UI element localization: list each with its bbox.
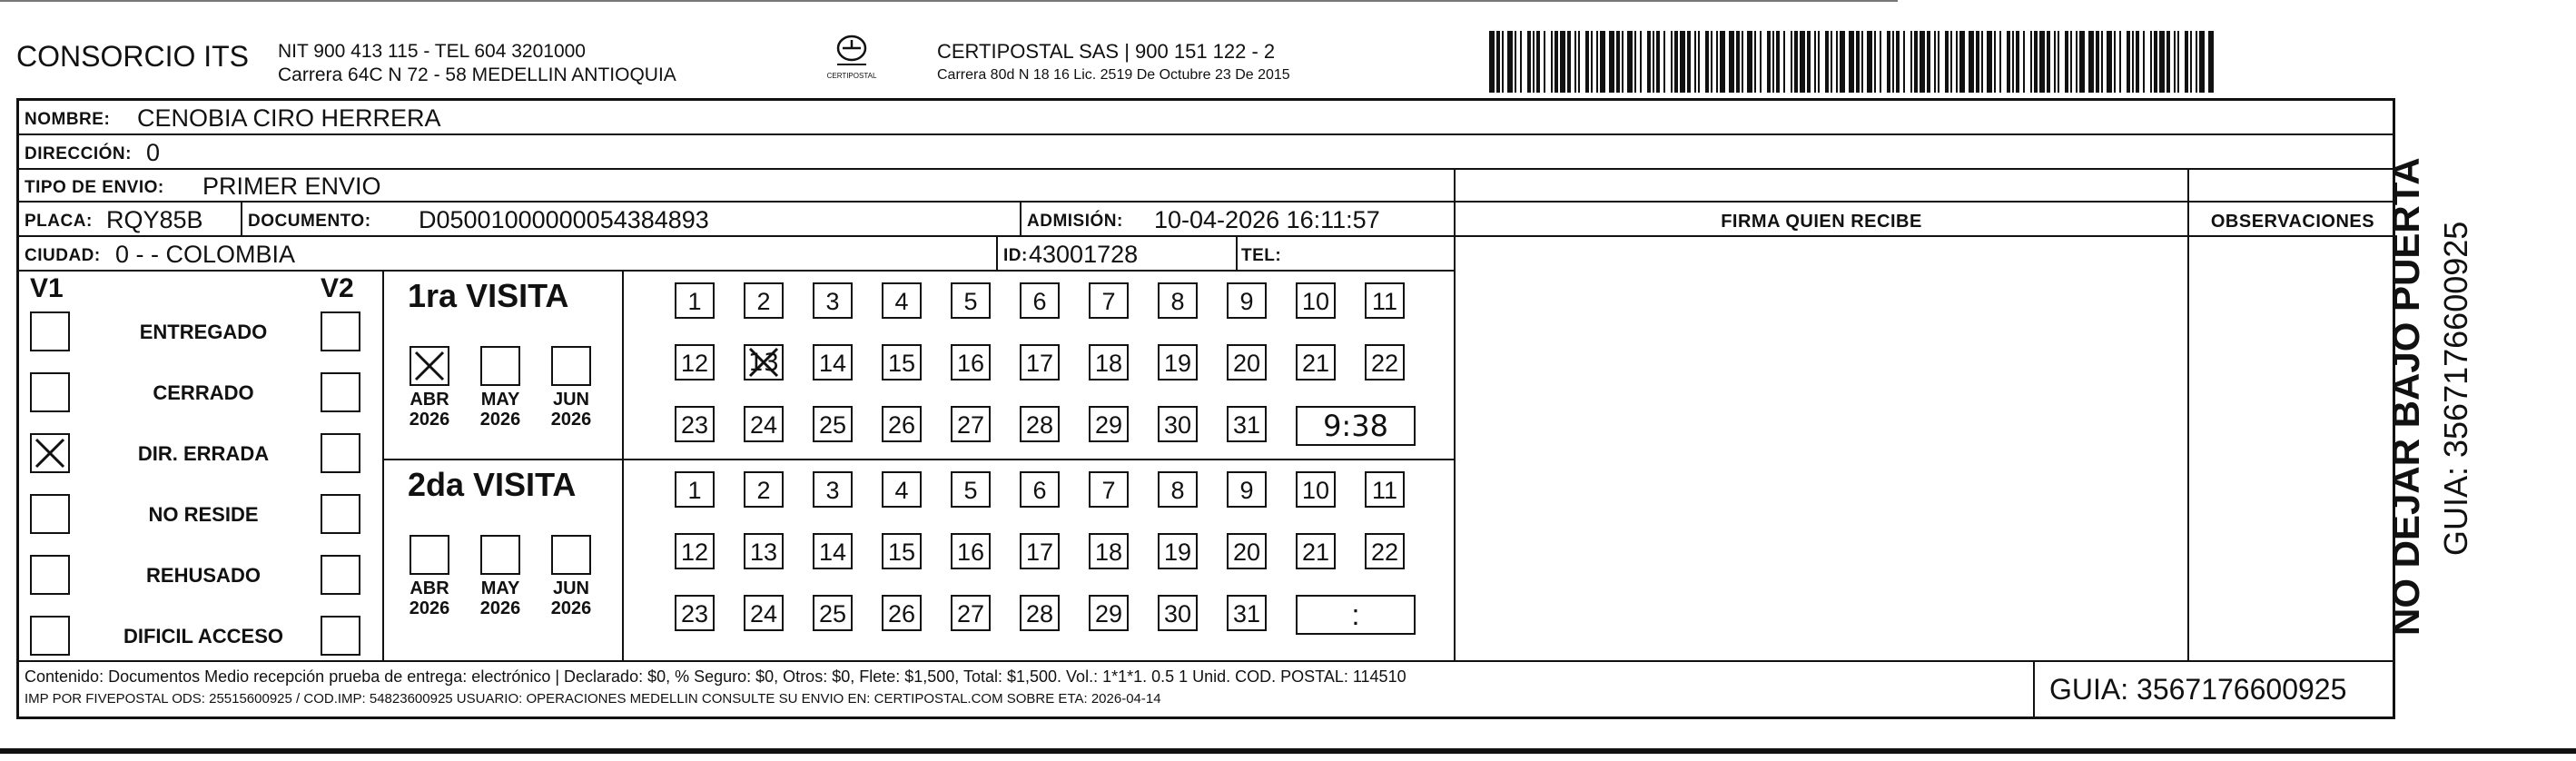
visit-title: 2da VISITA	[408, 466, 577, 503]
side-warning: NO DEJAR BAJO PUERTA	[2384, 157, 2427, 636]
v2-header: V2	[321, 273, 354, 303]
company-info	[278, 40, 676, 87]
day-box[interactable]: 16	[951, 533, 991, 569]
day-box[interactable]: 8	[1158, 282, 1198, 319]
month-label	[542, 578, 600, 618]
top-rule	[0, 0, 1898, 2]
day-box[interactable]: 7	[1089, 282, 1129, 319]
logo-text: CERTIPOSTAL	[826, 72, 877, 80]
documento-label: DOCUMENTO:	[248, 212, 371, 231]
day-box[interactable]: 19	[1158, 344, 1198, 380]
direccion-value: 0	[146, 139, 161, 166]
v2-checkbox[interactable]	[321, 555, 360, 595]
day-box[interactable]: 3	[813, 471, 853, 508]
side-guia: GUIA: 3567176600925	[2437, 221, 2474, 556]
month-year: 2026	[479, 598, 521, 618]
day-box[interactable]: 30	[1158, 406, 1198, 442]
day-box[interactable]: 18	[1089, 533, 1129, 569]
day-box[interactable]: 26	[882, 595, 922, 631]
v1-checkbox[interactable]	[30, 311, 70, 351]
month-checkbox[interactable]	[410, 535, 449, 575]
day-box[interactable]: 16	[951, 344, 991, 380]
day-box[interactable]: 31	[1227, 595, 1267, 631]
admision-label: ADMISIÓN:	[1027, 212, 1123, 231]
month-year: 2026	[409, 410, 450, 430]
ciudad-label: CIUDAD:	[25, 246, 101, 265]
barcode-bar	[2208, 31, 2214, 93]
day-box[interactable]: 21	[1296, 344, 1336, 380]
day-box[interactable]: 15	[882, 533, 922, 569]
day-box[interactable]: 4	[882, 471, 922, 508]
id-label: ID:	[1003, 246, 1028, 265]
month-year: 2026	[409, 598, 450, 618]
month-checkbox[interactable]	[480, 346, 520, 386]
status-label: DIR. ERRADA	[137, 442, 270, 465]
month-label	[400, 390, 459, 430]
company-name: CONSORCIO ITS	[16, 40, 250, 73]
day-box[interactable]: 10	[1296, 471, 1336, 508]
month-checkbox[interactable]	[551, 346, 591, 386]
v1-checkbox[interactable]	[30, 616, 70, 656]
day-box[interactable]: 11	[1365, 471, 1405, 508]
v2-checkbox[interactable]	[321, 494, 360, 534]
barcode	[1489, 31, 2216, 93]
footer-imp: IMP POR FIVEPOSTAL ODS: 25515600925 / COD.IMP: 54823600925 USUARIO: OPERACIONES MEDELLIN CONSULTE SU ENVIO EN: CERTIPOSTAL.COM SOBRE ETA: 2026-04-14	[25, 691, 1161, 707]
nombre-row	[19, 101, 2393, 135]
day-box[interactable]: 22	[1365, 533, 1405, 569]
month-name: ABR	[410, 390, 449, 410]
month-label	[471, 390, 529, 430]
observaciones-header: OBSERVACIONES	[2210, 212, 2375, 232]
month-name: JUN	[552, 390, 589, 410]
day-box[interactable]: 17	[1020, 533, 1060, 569]
time-box[interactable]: 9:38	[1296, 406, 1416, 446]
day-box[interactable]: 4	[882, 282, 922, 319]
day-box[interactable]: 13	[744, 533, 784, 569]
month-checkbox[interactable]	[551, 535, 591, 575]
tipo-value: PRIMER ENVIO	[202, 173, 381, 200]
tel-label: TEL:	[1241, 246, 1282, 265]
tipo-label: TIPO DE ENVIO:	[25, 178, 164, 197]
id-value: 43001728	[1029, 241, 1139, 268]
direccion-row	[19, 135, 2393, 170]
month-name: ABR	[410, 578, 449, 598]
admision-value: 10-04-2026 16:11:57	[1154, 206, 1380, 233]
v1-header: V1	[30, 273, 64, 303]
nombre-value: CENOBIA CIRO HERRERA	[137, 104, 441, 132]
day-box[interactable]: 8	[1158, 471, 1198, 508]
day-box[interactable]: 29	[1089, 595, 1129, 631]
logo-emblem-icon	[834, 35, 870, 67]
day-box[interactable]: 24	[744, 406, 784, 442]
month-checkbox[interactable]	[480, 535, 520, 575]
certipostal-nit: CERTIPOSTAL SAS | 900 151 122 - 2	[937, 40, 1276, 63]
firma-header: FIRMA QUIEN RECIBE	[1721, 212, 1922, 232]
day-box[interactable]: 24	[744, 595, 784, 631]
day-box[interactable]: 10	[1296, 282, 1336, 319]
month-year: 2026	[550, 410, 592, 430]
v2-checkbox[interactable]	[321, 311, 360, 351]
day-box[interactable]: 22	[1365, 344, 1405, 380]
day-box[interactable]: 19	[1158, 533, 1198, 569]
footer-guia: GUIA: 3567176600925	[2049, 673, 2347, 706]
documento-value: D05001000000054384893	[419, 206, 709, 233]
certipostal-info	[937, 40, 1290, 84]
day-box[interactable]: 2	[744, 282, 784, 319]
day-box[interactable]: 6	[1020, 471, 1060, 508]
day-box[interactable]: 12	[675, 344, 715, 380]
v2-checkbox[interactable]	[321, 616, 360, 656]
v1-checkbox[interactable]	[30, 372, 70, 412]
signature-area[interactable]	[1456, 237, 2187, 660]
day-check-mark	[744, 344, 784, 380]
day-box[interactable]: 31	[1227, 406, 1267, 442]
month-year: 2026	[550, 598, 592, 618]
delivery-form	[16, 98, 2395, 719]
placa-label: PLACA:	[25, 212, 93, 231]
day-box[interactable]: 14	[813, 344, 853, 380]
day-box[interactable]: 17	[1020, 344, 1060, 380]
day-box[interactable]: 23	[675, 595, 715, 631]
day-box[interactable]: 25	[813, 595, 853, 631]
day-box[interactable]: 12	[675, 533, 715, 569]
day-box[interactable]: 28	[1020, 595, 1060, 631]
day-box[interactable]: 20	[1227, 344, 1267, 380]
company-address: Carrera 64C N 72 - 58 MEDELLIN ANTIOQUIA	[278, 64, 676, 85]
v1-checkbox[interactable]	[30, 555, 70, 595]
status-label: ENTREGADO	[139, 321, 268, 343]
status-label: CERRADO	[153, 381, 254, 404]
day-box[interactable]: 27	[951, 595, 991, 631]
month-checkbox[interactable]	[410, 346, 449, 386]
status-label: REHUSADO	[146, 564, 261, 587]
day-box[interactable]: 28	[1020, 406, 1060, 442]
day-box[interactable]: 7	[1089, 471, 1129, 508]
v1-checkbox[interactable]	[30, 494, 70, 534]
day-box[interactable]: 15	[882, 344, 922, 380]
day-box[interactable]: 30	[1158, 595, 1198, 631]
v2-checkbox[interactable]	[321, 372, 360, 412]
day-box[interactable]: 3	[813, 282, 853, 319]
day-box[interactable]: 5	[951, 471, 991, 508]
certipostal-logo	[815, 35, 888, 91]
day-box[interactable]: 29	[1089, 406, 1129, 442]
time-box[interactable]: :	[1296, 595, 1416, 635]
day-box[interactable]: 2	[744, 471, 784, 508]
month-label	[542, 390, 600, 430]
day-box[interactable]: 21	[1296, 533, 1336, 569]
v1-checkbox[interactable]	[30, 433, 70, 473]
day-box[interactable]: 5	[951, 282, 991, 319]
day-box[interactable]: 20	[1227, 533, 1267, 569]
month-year: 2026	[479, 410, 521, 430]
day-box[interactable]: 26	[882, 406, 922, 442]
ciudad-row	[19, 237, 1454, 272]
day-box[interactable]: 9	[1227, 282, 1267, 319]
month-name: MAY	[480, 578, 520, 598]
direccion-label: DIRECCIÓN:	[25, 144, 132, 163]
day-box[interactable]: 9	[1227, 471, 1267, 508]
day-box[interactable]: 18	[1089, 344, 1129, 380]
company-nit: NIT 900 413 115 - TEL 604 3201000	[278, 41, 586, 62]
month-name: MAY	[480, 390, 520, 410]
day-box[interactable]: 14	[813, 533, 853, 569]
visit-title: 1ra VISITA	[408, 277, 569, 314]
day-box[interactable]: 1	[675, 282, 715, 319]
month-name: JUN	[552, 578, 589, 598]
v2-checkbox[interactable]	[321, 433, 360, 473]
footer-content: Contenido: Documentos Medio recepción prueba de entrega: electrónico | Declarado: $0, % Seguro: $0, Otros: $0, Flete: $1,500, Total: $1,500. Vol.: 1*1*1. 0.5 1 Unid. COD. POSTAL: 114510	[25, 667, 1406, 686]
month-label	[400, 578, 459, 618]
day-box[interactable]: 13	[744, 344, 784, 380]
nombre-label: NOMBRE:	[25, 110, 111, 129]
tipo-row	[19, 170, 2393, 203]
day-box[interactable]: 11	[1365, 282, 1405, 319]
placa-row	[19, 203, 1454, 237]
status-label: NO RESIDE	[148, 503, 259, 526]
status-label: DIFICIL ACCESO	[123, 625, 283, 647]
day-box[interactable]: 1	[675, 471, 715, 508]
status-block	[19, 272, 1454, 660]
placa-value: RQY85B	[106, 206, 203, 233]
day-box[interactable]: 25	[813, 406, 853, 442]
day-box[interactable]: 27	[951, 406, 991, 442]
ciudad-value: 0 - - COLOMBIA	[115, 241, 296, 268]
observations-area[interactable]	[2189, 237, 2394, 660]
day-box[interactable]: 6	[1020, 282, 1060, 319]
certipostal-address: Carrera 80d N 18 16 Lic. 2519 De Octubre 23 De 2015	[937, 67, 1290, 83]
day-box[interactable]: 23	[675, 406, 715, 442]
month-label	[471, 578, 529, 618]
bottom-rule	[0, 748, 2576, 754]
